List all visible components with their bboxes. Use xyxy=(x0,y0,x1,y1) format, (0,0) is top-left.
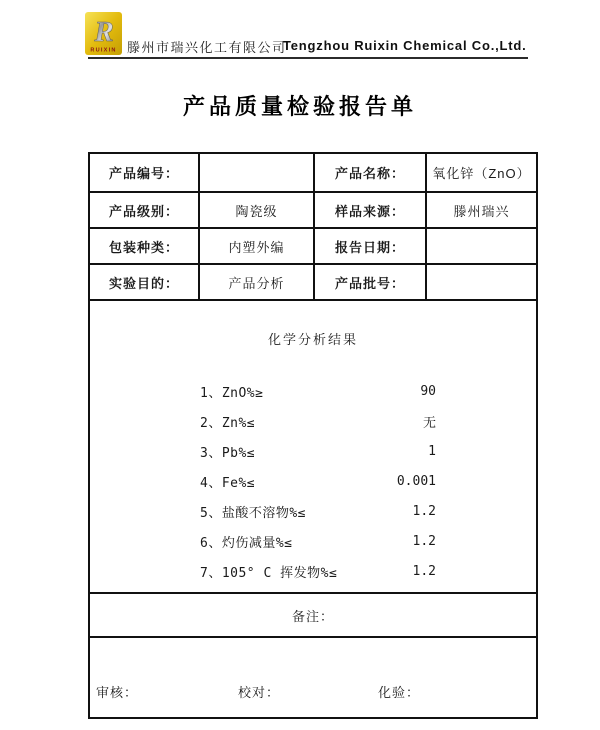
sample-source-label: 样品来源： xyxy=(314,192,426,228)
analysis-item xyxy=(90,466,536,496)
analysis-items xyxy=(90,376,536,586)
analysis-item xyxy=(90,436,536,466)
remarks-section xyxy=(89,593,537,637)
analysis-item xyxy=(90,496,536,526)
header-divider xyxy=(88,57,528,59)
analysis-item-label: 4、Fe%≤ xyxy=(200,475,256,491)
report-date-label: 报告日期： xyxy=(314,228,426,264)
signatures-row xyxy=(89,637,537,718)
analysis-section-title: 化学分析结果 xyxy=(267,332,358,347)
analysis-section xyxy=(89,300,537,593)
table-row xyxy=(89,192,537,228)
analysis-item-value: 90 xyxy=(420,383,436,399)
analysis-item xyxy=(90,556,536,586)
logo-brand-text: RUIXIN xyxy=(90,47,117,54)
test-purpose-value: 产品分析 xyxy=(199,264,314,300)
signatures-section xyxy=(89,637,537,718)
product-name-label: 产品名称： xyxy=(314,153,426,192)
review-label: 审核： xyxy=(96,685,139,700)
batch-no-value xyxy=(426,264,537,300)
analysis-item-label: 6、灼伤减量%≤ xyxy=(200,535,293,551)
analysis-item-value: 0.001 xyxy=(396,473,436,489)
batch-no-label: 产品批号： xyxy=(314,264,426,300)
remarks-row xyxy=(89,593,537,637)
analysis-item-label: 5、盐酸不溶物%≤ xyxy=(200,505,306,521)
proofread-label: 校对： xyxy=(238,685,281,700)
product-name-value: 氧化锌（ZnO） xyxy=(426,153,537,192)
product-no-label: 产品编号： xyxy=(89,153,199,192)
report-table xyxy=(88,152,538,719)
table-row xyxy=(89,264,537,300)
page-title: 产品质量检验报告单 xyxy=(182,94,417,119)
analysis-item-value: 1 xyxy=(428,443,436,459)
remarks-label: 备注： xyxy=(291,608,334,624)
analysis-row xyxy=(89,300,537,593)
company-name-english: Tengzhou Ruixin Chemical Co.,Ltd. xyxy=(283,38,527,53)
package-type-value: 内塑外编 xyxy=(199,228,314,264)
product-grade-value: 陶瓷级 xyxy=(199,192,314,228)
table-row xyxy=(89,228,537,264)
test-purpose-label: 实验目的： xyxy=(89,264,199,300)
analysis-item-value: 无 xyxy=(422,415,436,431)
analysis-item-label: 1、ZnO%≥ xyxy=(200,385,264,401)
analysis-item-label: 3、Pb%≤ xyxy=(200,445,256,461)
analysis-item xyxy=(90,526,536,556)
product-grade-label: 产品级别： xyxy=(89,192,199,228)
sample-source-value: 滕州瑞兴 xyxy=(426,192,537,228)
assay-label: 化验： xyxy=(378,685,421,700)
company-name-chinese: 滕州市瑞兴化工有限公司 xyxy=(127,40,287,55)
logo-letter: R xyxy=(94,16,114,48)
analysis-item-value: 1.2 xyxy=(412,503,436,519)
product-no-value xyxy=(199,153,314,192)
analysis-item-label: 7、105° C 挥发物%≤ xyxy=(200,565,338,581)
report-date-value xyxy=(426,228,537,264)
analysis-item-value: 1.2 xyxy=(412,533,436,549)
analysis-item xyxy=(90,406,536,436)
company-logo-icon xyxy=(85,12,122,55)
analysis-item-value: 1.2 xyxy=(412,563,436,579)
analysis-item-label: 2、Zn%≤ xyxy=(200,415,256,431)
analysis-item xyxy=(90,376,536,406)
package-type-label: 包装种类： xyxy=(89,228,199,264)
table-row xyxy=(89,153,537,192)
